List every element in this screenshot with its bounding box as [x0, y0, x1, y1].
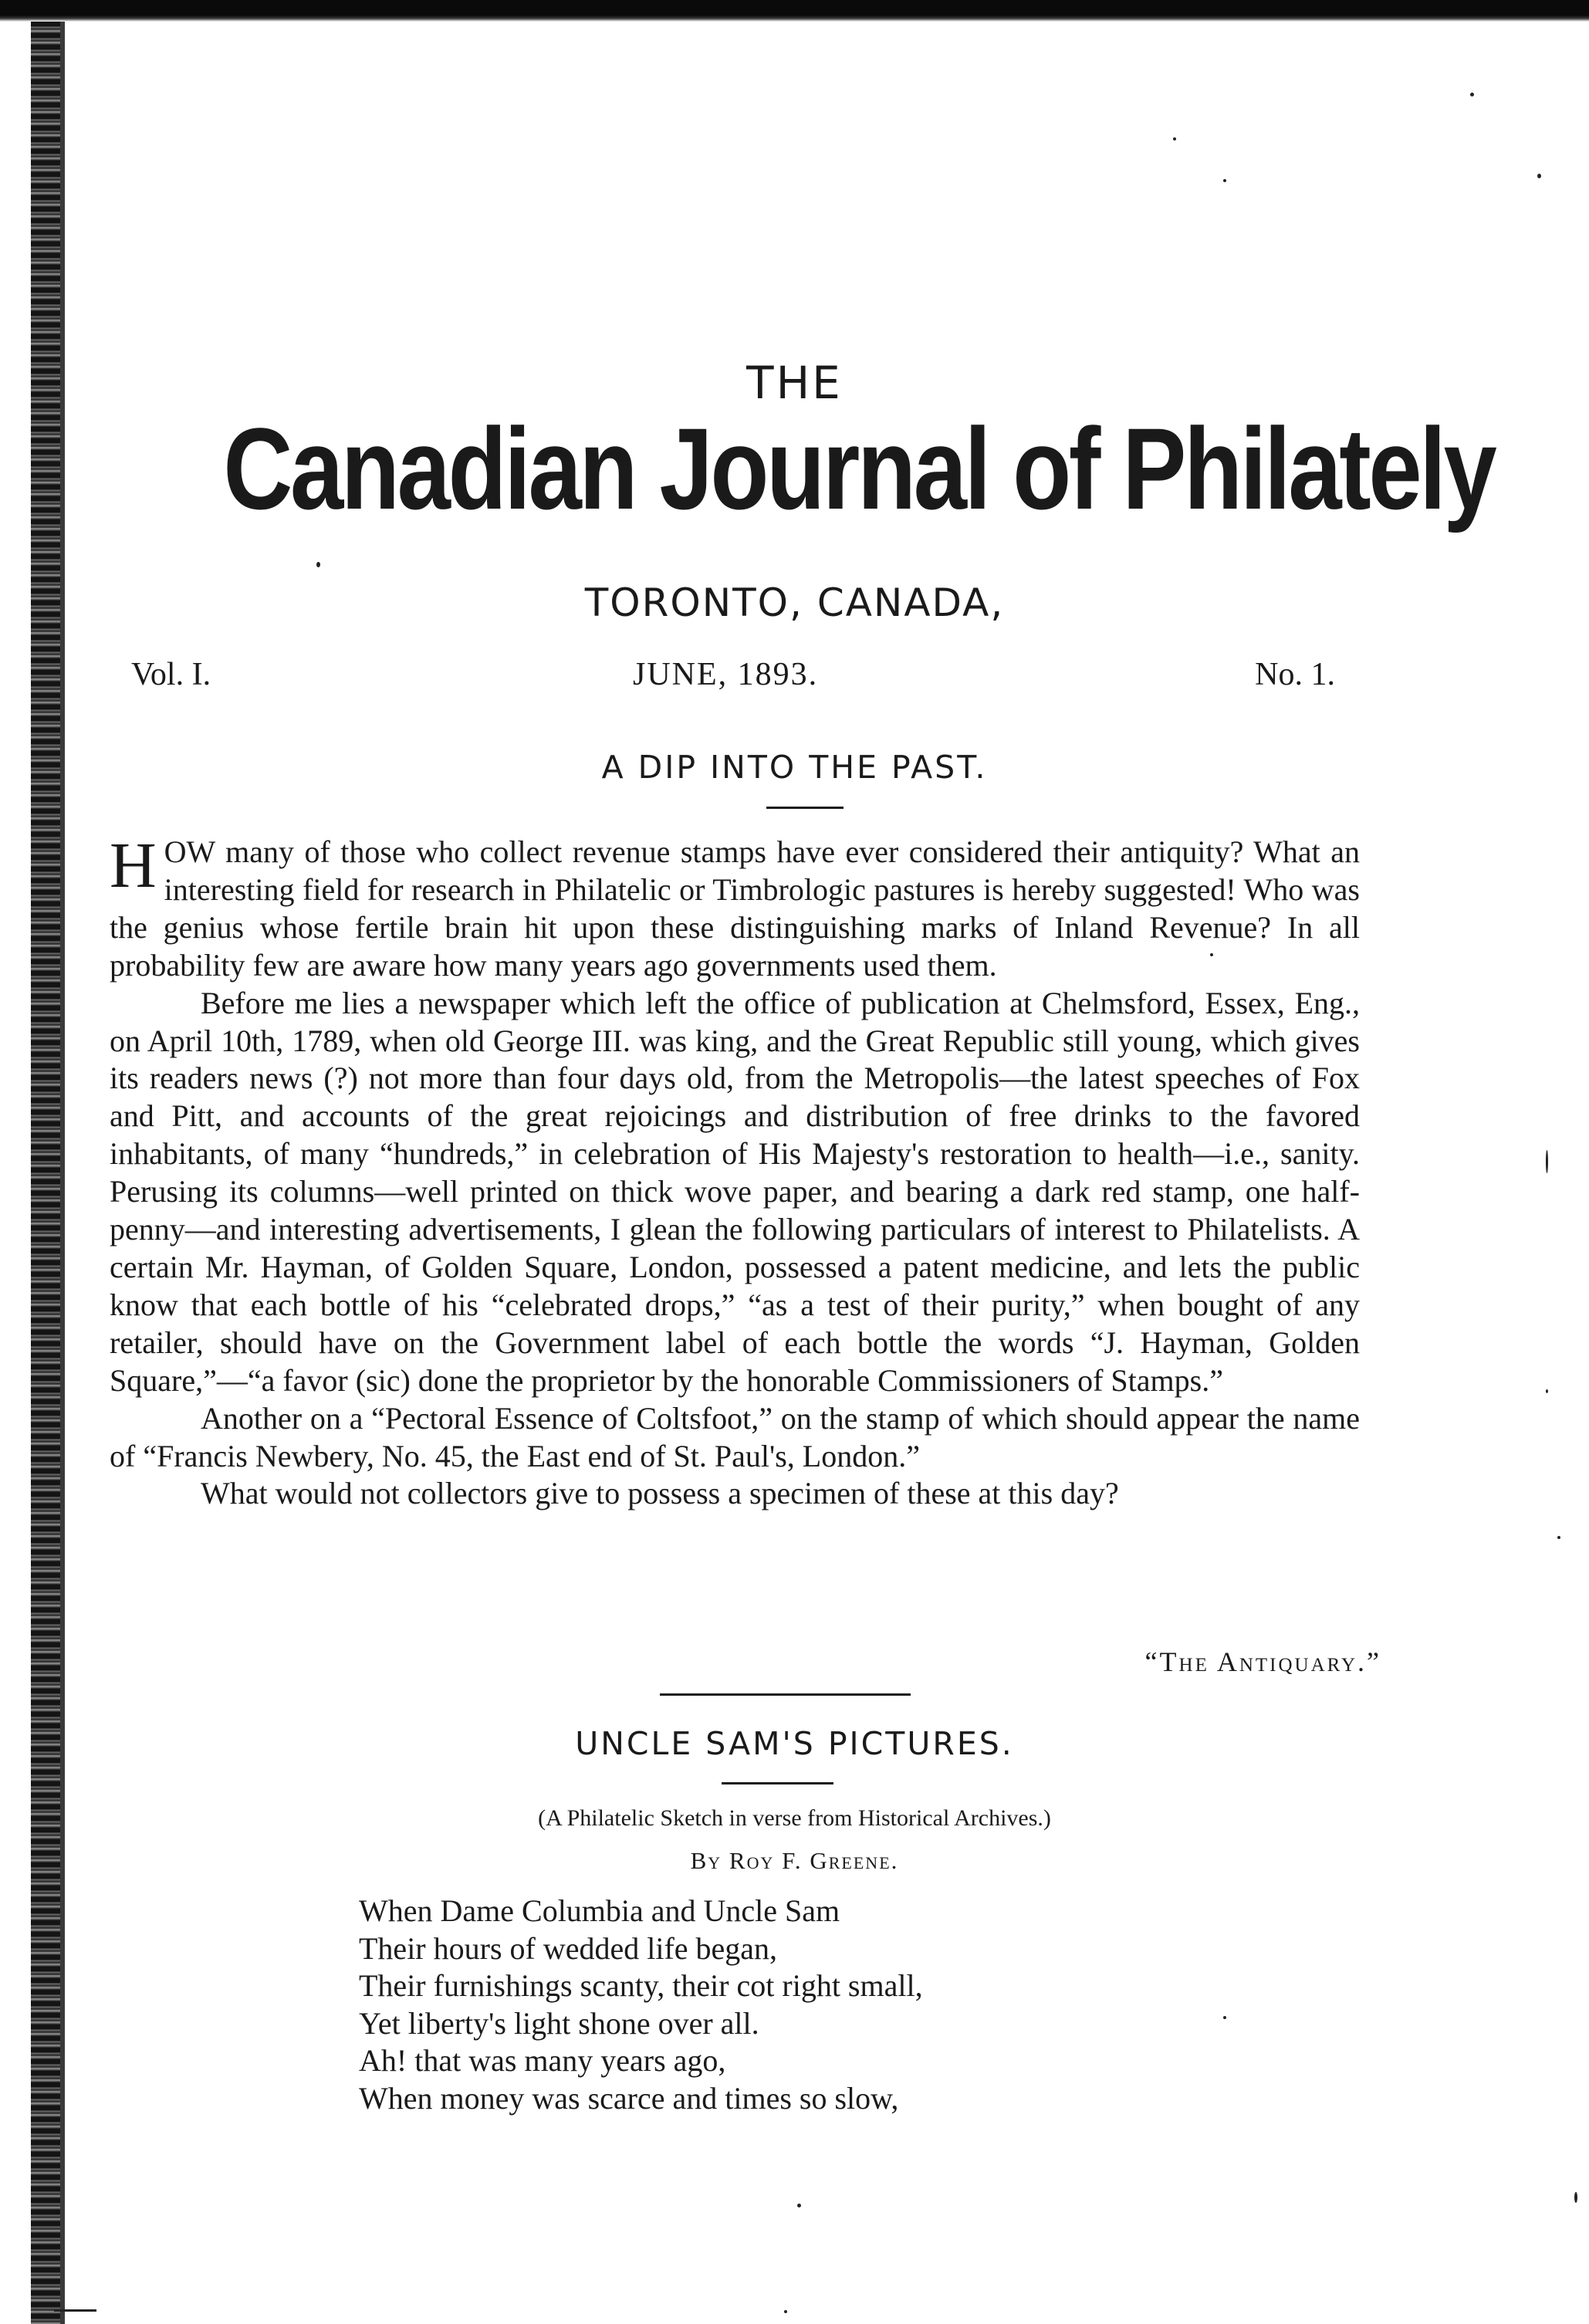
- scan-speck: [1537, 174, 1541, 178]
- masthead-city: TORONTO, CANADA,: [584, 580, 1005, 625]
- scan-speck: [1223, 179, 1226, 182]
- heading-rule: [766, 807, 844, 809]
- scan-speck: [316, 562, 320, 567]
- poem-text: [359, 1893, 1285, 2117]
- scan-top-edge: [0, 0, 1589, 22]
- section-divider: [660, 1693, 911, 1696]
- article-paragraph: [110, 830, 1360, 985]
- scan-bottom-mark: [54, 2309, 96, 2312]
- scan-speck: [1546, 1389, 1548, 1393]
- poem-heading: UNCLE SAM'S PICTURES.: [575, 1725, 1014, 1762]
- journal-title: Canadian Journal of Philately: [223, 404, 1495, 533]
- article-paragraph: Another on a “Pectoral Essence of Coltsfoot,” on the stamp of which should appear the name of “Francis Newbery, No. 45, the East end of St. Paul's, London.”: [110, 1400, 1360, 1473]
- scan-speck: [1557, 1536, 1560, 1539]
- masthead-the: THE: [746, 357, 843, 409]
- scan-speck: [797, 2204, 801, 2207]
- poem-line: Their furnishings scanty, their cot right small,: [359, 1968, 923, 2003]
- scan-speck: [1470, 93, 1474, 96]
- scan-speck: [1574, 2192, 1577, 2203]
- article-paragraph: Before me lies a newspaper which left the office of publication at Chelmsford, Essex, Eng., on April 10th, 1789, when old George III. was king, and the Great Republic still young, which gives its readers news (?) not more than four days old, from the Metropolis—the latest speeches of Fox and Pitt, and accounts of the great rejoicings and distribution of free drinks to the favored inhabitants, of many “hundreds,” in celebration of His Majesty's restoration to health—i.e., sanity. Perusing its columns—well printed on thick wove paper, and bearing a dark red stamp, one half-penny—and interesting advertisements, I glean the following particulars of interest to Philatelists. A certain Mr. Hayman, of Golden Square, London, possessed a patent medicine, and lets the public know that each bottle of his “celebrated drops,” “as a test of their purity,” when bought of any retailer, should have on the Government label of each bottle the words “J. Hayman, Golden Square,”—“a favor (sic) done the proprietor by the honorable Commissioners of Stamps.”: [110, 985, 1360, 1398]
- volume-label: Vol. I.: [131, 657, 211, 692]
- heading-rule: [722, 1782, 833, 1784]
- poem-line: Their hours of wedded life began,: [359, 1930, 778, 1966]
- poem-line: Ah! that was many years ago,: [359, 2043, 726, 2078]
- scan-speck: [1173, 137, 1176, 140]
- article-paragraph: What would not collectors give to possess a specimen of these at this day?: [201, 1476, 1119, 1511]
- paragraph-text: OW many of those who collect revenue stamps have ever considered their antiquity? What an interesting field for research in Philatelic or Timbrologic pastures is hereby suggested! Who was the genius whose fertile brain hit upon these distinguishing marks of Inland Revenue? In all probability few are aware how many years ago governments used them.: [110, 834, 1360, 983]
- article-body: [110, 830, 1360, 1513]
- poem-subheading: (A Philatelic Sketch in verse from Historical Archives.): [538, 1805, 1051, 1831]
- article-heading: A DIP INTO THE PAST.: [601, 749, 988, 786]
- poem-line: When money was scarce and times so slow,: [359, 2080, 899, 2116]
- issue-number: No. 1.: [1255, 657, 1335, 692]
- poem-byline: By Roy F. Greene.: [690, 1847, 899, 1874]
- issue-date: JUNE, 1893.: [633, 657, 819, 692]
- drop-cap: H: [110, 830, 157, 902]
- issue-line: [131, 656, 1335, 702]
- poem-line: When Dame Columbia and Uncle Sam: [359, 1893, 840, 1928]
- article-signature: “The Antiquary.”: [1144, 1646, 1381, 1677]
- scan-speck: [784, 2310, 787, 2313]
- scan-speck: [1546, 1150, 1548, 1173]
- poem-line: Yet liberty's light shone over all.: [359, 2005, 759, 2041]
